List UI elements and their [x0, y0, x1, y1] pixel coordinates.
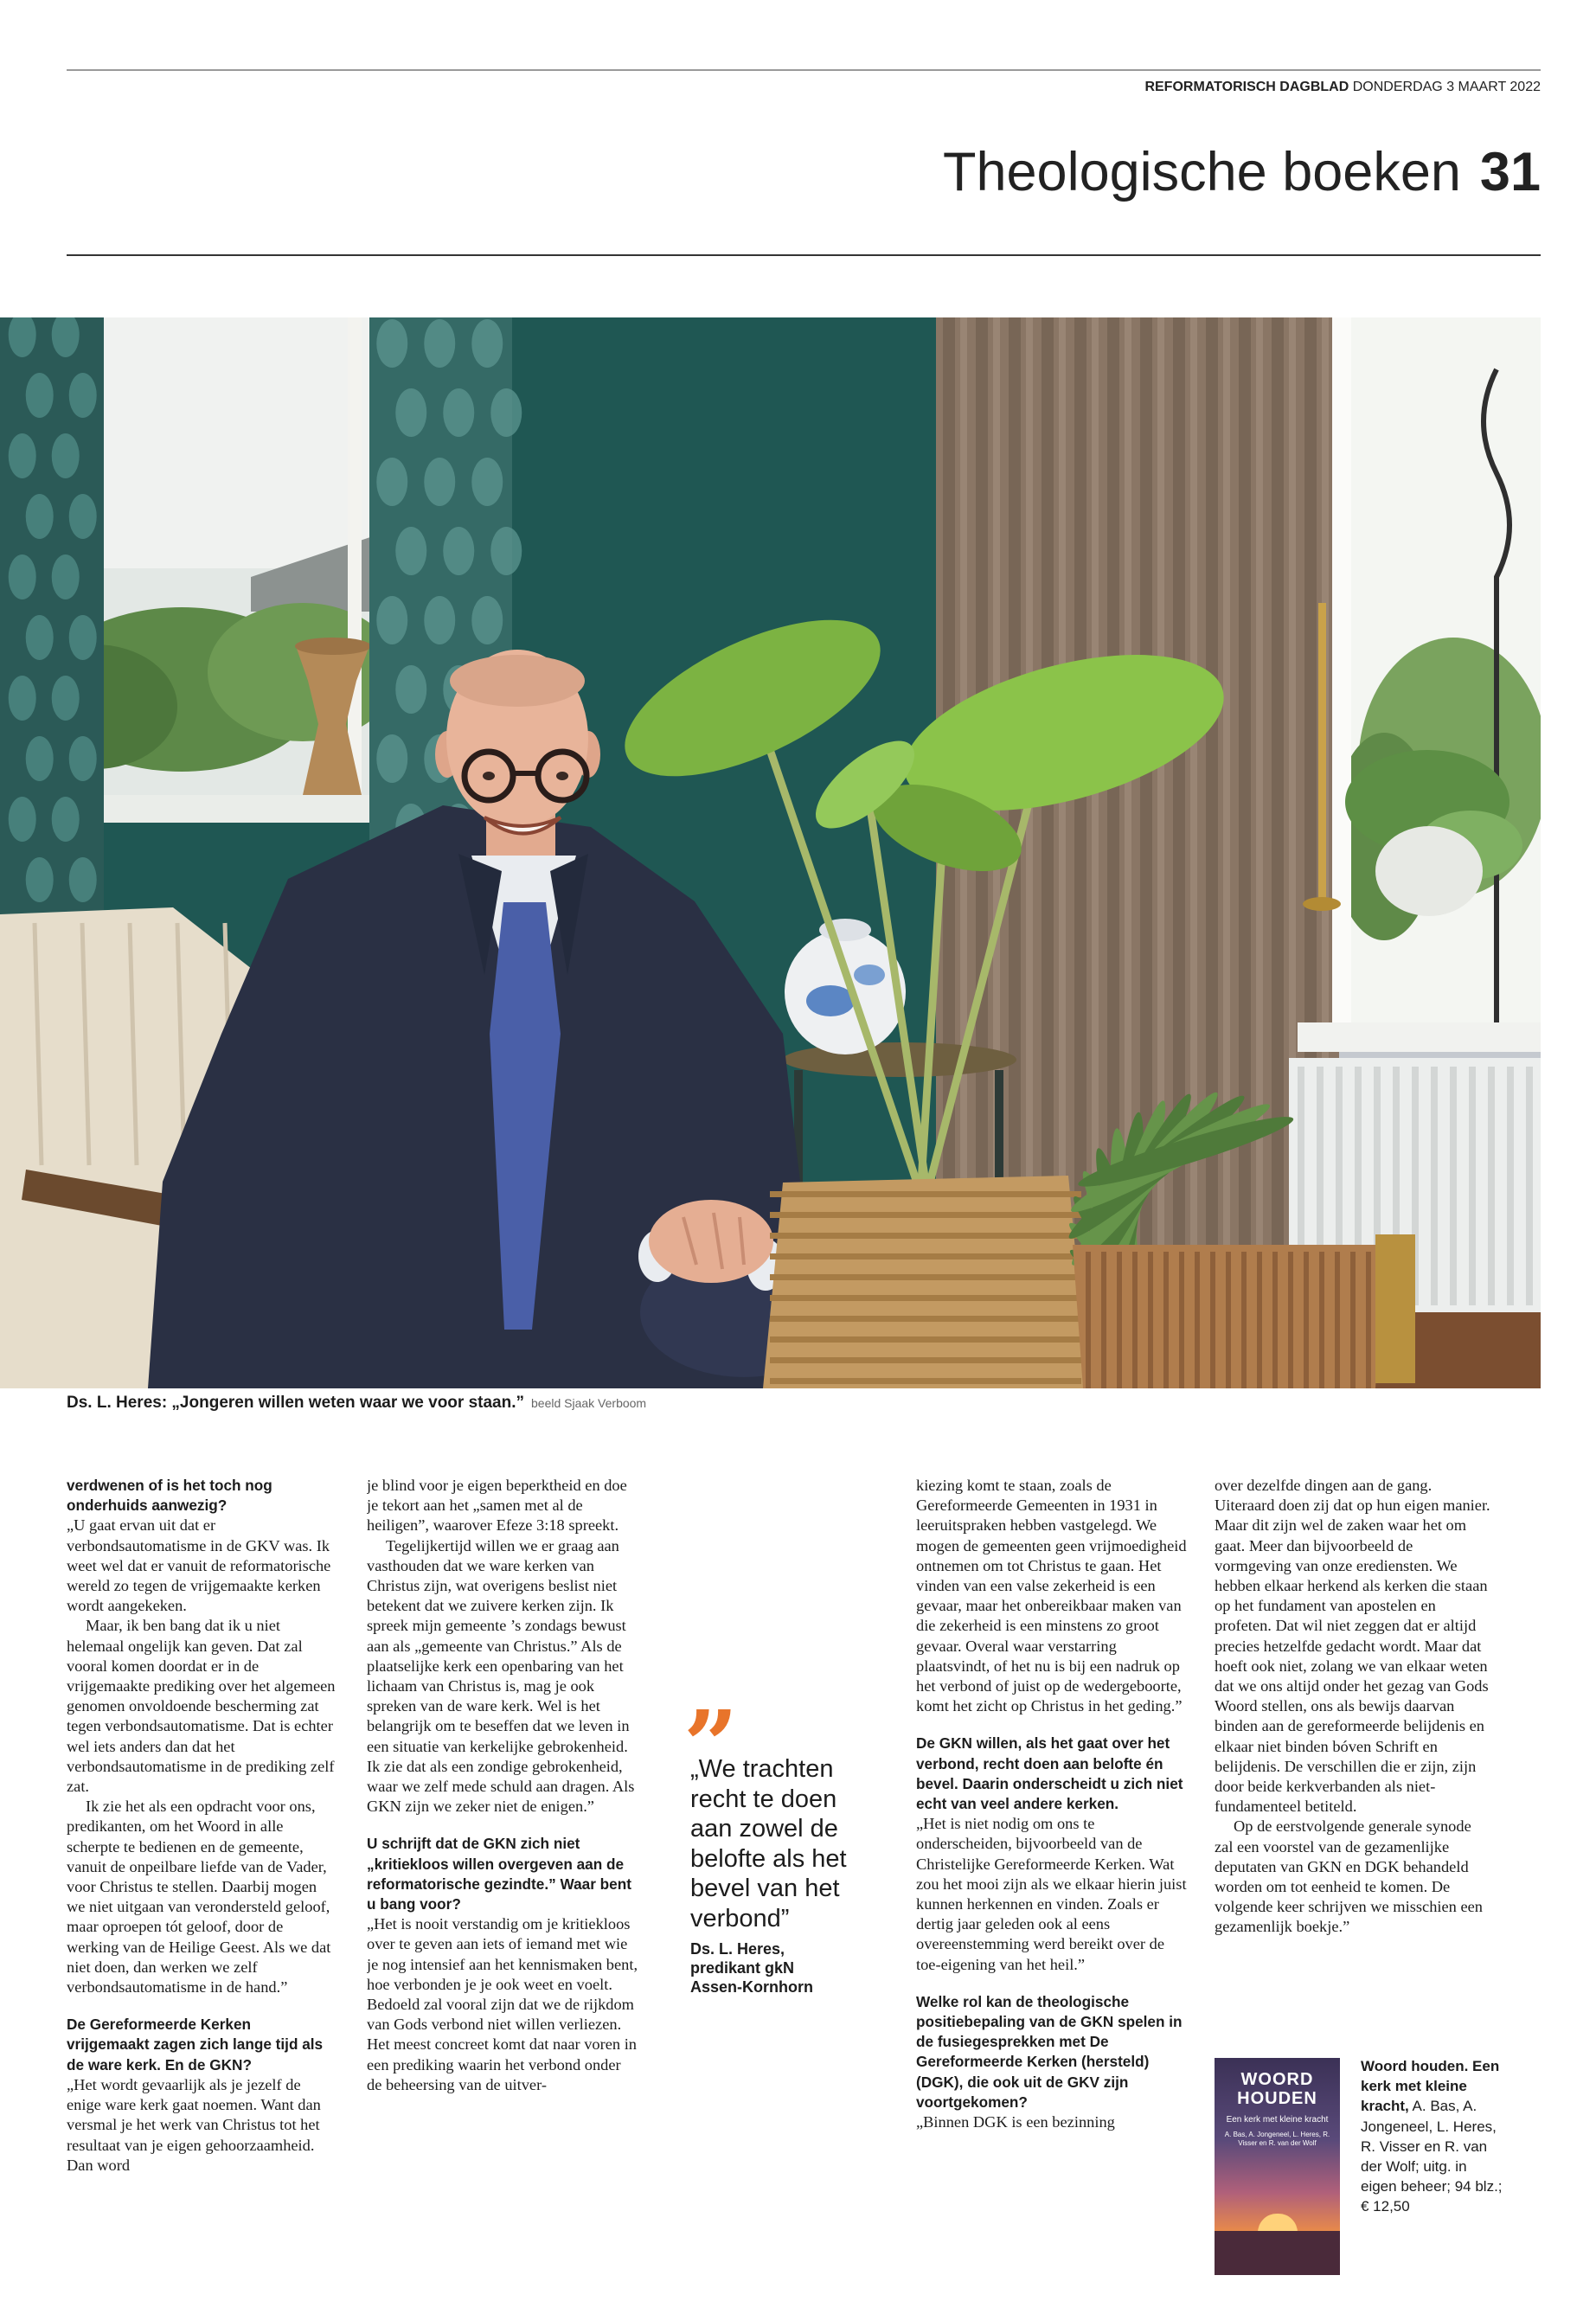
masthead [1144, 80, 1541, 95]
basket-band [770, 1316, 1081, 1322]
text-column-2 [367, 1476, 638, 2272]
planter-rib [1226, 1252, 1231, 1388]
curtain-leaf [26, 494, 54, 539]
cover-subtitle: Een kerk met kleine kracht [1226, 2115, 1329, 2125]
planter-rib [1319, 1252, 1324, 1388]
curtain-leaf [376, 319, 407, 368]
pull-quote-line: bevel van het [690, 1875, 840, 1902]
book-details: A. Bas, A. Jongeneel, L. Heres, R. Visser en R. van der Wolf; uitg. in eigen beheer; 94 blz.; € 12,50 [1361, 2098, 1503, 2215]
curtain-fold-highlight [1190, 317, 1197, 1388]
curtain-leaf [69, 857, 97, 902]
paragraph: over dezelfde dingen aan de gang. Uiteraard doen zij dat op hun eigen manier. Maar dit zijn wel de zaken waar het om gaat. Meer dan bijvoorbeeld de vormgeving van onze erediensten. We hebben elkaar herkend als kerken die staan op het fundament van apostelen en profeten. Dat wil niet zeggen dat er altijd precies hetzelfde gedacht wordt. Maar dat hoeft ook niet, zolang we van elkaar weten dat we ons altijd onder het gezag van Gods Woord stellen, ons als bewijs daarvan binden aan de gereformeerde belijdenis en elkaar niet binden bóven Schrift en belijdenis. De verschillen die er zijn, zijn door beide kerkverbanden als niet-fundamenteel betiteld. [1215, 1477, 1490, 1816]
paragraph: „Het wordt gevaarlijk als je jezelf de enige ware kerk gaat noemen. Want dan versmal je het werk van Christus tot het resultaat van je eigen gehoorzaamheid. Dan word [67, 2075, 321, 2174]
ginger-jar-pattern [854, 965, 885, 985]
attribution-line: predikant gkN [690, 1959, 795, 1977]
man-eye [556, 772, 568, 780]
curtain-fold [1206, 317, 1218, 1388]
brass-candlestick-base [1303, 897, 1341, 911]
curtain-fold-highlight [1256, 317, 1263, 1388]
curtain-leaf [9, 676, 36, 721]
curtain-leaf [26, 373, 54, 418]
curtain-leaf [490, 527, 522, 575]
curtain-leaf [69, 494, 97, 539]
publication-date: DONDERDAG 3 MAART 2022 [1352, 80, 1541, 94]
attribution-line: Assen-Kornhorn [690, 1978, 814, 1996]
curtain-leaf [376, 458, 407, 506]
curtain-leaf [395, 527, 426, 575]
book-cover [1215, 2058, 1340, 2275]
window-sill [1298, 1022, 1541, 1052]
curtain-leaf [52, 554, 80, 599]
book-info [1361, 2056, 1506, 2217]
pull-quote-line: verbond” [690, 1904, 790, 1932]
cover-sun [1258, 2214, 1298, 2233]
brass-vase [1375, 1234, 1415, 1383]
paragraph: „Binnen DGK is een bezinning [916, 2113, 1115, 2131]
curtain-fold [1272, 317, 1284, 1388]
caption-text: Ds. L. Heres: „Jongeren willen weten waar we voor staan.” [67, 1394, 524, 1412]
radiator-rib [1488, 1067, 1495, 1305]
planter-rib [1257, 1252, 1262, 1388]
curtain-fold [1173, 317, 1185, 1388]
pull-quote-attribution [690, 1939, 907, 1997]
curtain-fold [1140, 317, 1152, 1388]
curtain-fold [1239, 317, 1251, 1388]
curtain-leaf [26, 736, 54, 781]
curtain-fold-highlight [1157, 317, 1164, 1388]
page-number: 31 [1479, 142, 1541, 202]
cover-sea [1215, 2231, 1340, 2275]
man-eye [483, 772, 495, 780]
planter-rib [1350, 1252, 1356, 1388]
basket-band [770, 1378, 1081, 1384]
interview-question: verdwenen of is het toch nog onderhuids aanwezig? [67, 1477, 272, 1515]
curtain-leaf [376, 596, 407, 644]
wooden-vase-rim [295, 638, 371, 655]
curtain-leaf [490, 388, 522, 437]
planter-rib [1179, 1252, 1184, 1388]
curtain-leaf [424, 458, 455, 506]
photo-credit: beeld Sjaak Verboom [531, 1396, 647, 1410]
paragraph: Tegelijkertijd willen we er graag aan vasthouden dat we ware kerken van Christus zijn, wat overigens beslist niet betekent dat we zuivere kerken zijn. Ik spreek mijn gemeente ’s zondags bewust aan als „gemeente van Christus.” Als de plaatselijke kerk een openbaring van het lichaam van Christus is, mag je ook spreken van de ware kerk. Wel is het belangrijk om te beseffen dat we leven in een situatie van kerkelijke gebrokenheid. Ik zie dat als een zondige gebrokenheid, waar we zelf mede schuld aan dragen. Als GKN zijn we zeker niet de enigen.” [367, 1536, 635, 1816]
cover-title: HOUDEN [1237, 2089, 1317, 2108]
section-heading [942, 142, 1541, 202]
basket-band [770, 1336, 1081, 1343]
curtain-leaf [9, 554, 36, 599]
curtain-leaf [376, 734, 407, 783]
brass-candlestick [1318, 603, 1326, 901]
planter-rib [1101, 1252, 1106, 1388]
planter-rib [1195, 1252, 1200, 1388]
title-rule [67, 254, 1541, 256]
woven-basket [763, 1176, 1088, 1388]
book-title: Woord houden. Een kerk met kleine kracht, [1361, 2058, 1500, 2115]
radiator-rib [1450, 1067, 1457, 1305]
curtain-leaf [26, 615, 54, 660]
interview-question: U schrijft dat de GKN zich niet „kritiekloos willen overgeven aan de reformatorische gezindte.” Waar bent u bang voor? [367, 1835, 631, 1913]
publication-name: REFORMATORISCH DAGBLAD [1144, 80, 1349, 94]
basket-band [770, 1295, 1081, 1301]
text-column-4 [1215, 1476, 1493, 2047]
curtain-fold-highlight [1223, 317, 1230, 1388]
basket-band [770, 1233, 1081, 1239]
planter-rib [1148, 1252, 1153, 1388]
article-photo [0, 317, 1541, 1388]
pull-quote-line: recht te doen [690, 1785, 837, 1813]
top-rule [67, 69, 1541, 71]
planter-rib [1366, 1252, 1371, 1388]
pull-quote-line: „We trachten [690, 1755, 834, 1783]
text-column-1 [67, 1476, 337, 2272]
basket-band [770, 1274, 1081, 1280]
planter-rib [1335, 1252, 1340, 1388]
photo-illustration [0, 317, 1541, 1388]
curtain-leaf [52, 797, 80, 842]
curtain-leaf [9, 797, 36, 842]
paragraph: „Het is niet nodig om ons te onderscheiden, bijvoorbeeld van de Christelijke Gereformeerde Kerken. Wat zou het mooi zijn als we elkaar hierin juist kunnen herkennen en vinden. Zoals er dertig jaar geleden ook al eens overeenstemming werd bereikt over de toe-eigening van het heil.” [916, 1815, 1187, 1973]
curtain-leaf [395, 665, 426, 714]
pull-quote [690, 1754, 907, 1933]
radiator-rib [1431, 1067, 1438, 1305]
curtain-leaf [69, 736, 97, 781]
paragraph: Ik zie het als een opdracht voor ons, predikanten, om het Woord in alle scherpte te bedienen en de gemeente, vanuit de onpeilbare liefde van de Vader, voor Christus te stellen. Daarbij mogen we niet uitgaan van verondersteld geloof, maar oproepen tót geloof, door de werking van de Heilige Geest. Als we dat niet doen, dan werken we zelf verbondsautomatisme in de hand.” [67, 1798, 331, 1997]
curtain-leaf [471, 596, 503, 644]
paragraph: „Het is nooit verstandig om je kritiekloos over te geven aan iets of iemand met wie je nog intensief aan het kennismaken bent, hoe verbonden je je ook weet en voelt. Bedoeld zal vooral zijn dat we de rijkdom van Gods verbond niet willen verliezen. Het meest concreet komt dat naar voren in een prediking waarin het verbond onder de beheersing van de uitver- [367, 1915, 638, 2093]
basket-band [770, 1212, 1081, 1218]
paragraph: kiezing komt te staan, zoals de Gereformeerde Gemeenten in 1931 in leeruitspraken hebben vastgelegd. We mogen de gemeenten geen vrijmoedigheid ontnemen om tot Christus te gaan. Het vinden van een valse zekerheid is een gevaar, maar het onbereikbaar maken van die zekerheid is een minstens zo groot gevaar. Overal waar verstarring plaatsvindt, of het nu is bij een nadruk op het verbond of juist op de wedergeboorte, komt het zicht op Christus in het geding.” [916, 1477, 1187, 1715]
cover-authors: A. Bas, A. Jongeneel, L. Heres, R. Visser en R. van der Wolf [1224, 2131, 1330, 2147]
basket-band [770, 1253, 1081, 1259]
basket-band [770, 1191, 1081, 1197]
curtain-leaf [52, 433, 80, 478]
radiator-rib [1469, 1067, 1476, 1305]
man-hands [649, 1200, 773, 1283]
man-hair [450, 655, 585, 707]
curtain-leaf [471, 319, 503, 368]
curtain-leaf [443, 527, 474, 575]
planter-rib [1163, 1252, 1169, 1388]
cover-title: WOORD [1240, 2070, 1314, 2089]
planter-rib [1210, 1252, 1215, 1388]
sill-plant-pot [1375, 826, 1483, 916]
pull-quote-line: belofte als het [690, 1844, 847, 1873]
interview-question: De Gereformeerde Kerken vrijgemaakt zagen zich lange tijd als de ware kerk. En de GKN? [67, 2016, 324, 2073]
planter-rib [1241, 1252, 1247, 1388]
curtain-leaf [9, 433, 36, 478]
window-frame [348, 317, 362, 802]
curtain-leaf [424, 596, 455, 644]
ginger-jar-pattern [806, 985, 855, 1016]
radiator-rib [1507, 1067, 1514, 1305]
curtain-leaf [395, 388, 426, 437]
curtain-leaf [443, 388, 474, 437]
window-frame [1332, 317, 1351, 1035]
planter-rib [1304, 1252, 1309, 1388]
planter-rib [1117, 1252, 1122, 1388]
curtain-leaf [471, 458, 503, 506]
pull-quote-line: aan zowel de [690, 1815, 838, 1843]
curtain-leaf [69, 615, 97, 660]
curtain-leaf [69, 373, 97, 418]
radiator-rib [1526, 1067, 1533, 1305]
curtain-leaf [424, 319, 455, 368]
planter-rib [1272, 1252, 1278, 1388]
curtain-leaf [52, 676, 80, 721]
text-column-3 [916, 1476, 1189, 2272]
planter-rib [1086, 1252, 1091, 1388]
curtain-leaf [26, 857, 54, 902]
basket-band [770, 1357, 1081, 1363]
pull-quote-mark: „ [685, 1635, 740, 1747]
planter-rib [1288, 1252, 1293, 1388]
interview-question: Welke rol kan de theologische positiebepaling van de GKN spelen in de fusiegesprekken met De Gereformeerde Kerken (hersteld) (DGK), die ook uit de GKV zijn voortgekomen? [916, 1992, 1183, 2111]
section-title: Theologische boeken [942, 142, 1461, 202]
paragraph: je blind voor je eigen beperktheid en doe je tekort aan het „samen met al de heiligen”, waarover Efeze 3:18 spreekt. [367, 1477, 627, 1535]
interview-question: De GKN willen, als het gaat over het verbond, recht doen aan belofte én bevel. Daarin onderscheidt u zich niet echt van veel andere kerken. [916, 1734, 1183, 1813]
planter-rib [1132, 1252, 1138, 1388]
attribution-line: Ds. L. Heres, [690, 1940, 785, 1958]
paragraph: „U gaat ervan uit dat er verbondsautomatisme in de GKV was. Ik weet wel dat er vanuit de reformatorische wereld zo tegen de vrijgemaakte kerken wordt aangekeken. [67, 1516, 331, 1615]
paragraph: Op de eerstvolgende generale synode zal een voorstel van de gezamenlijke deputaten van GKN en DGK behandeld worden om tot eenheid te komen. De volgende keer schrijven we misschien een gezamenlijk boekje.” [1215, 1817, 1483, 1936]
paragraph: Maar, ik ben bang dat ik u niet helemaal ongelijk kan geven. Dat zal vooral komen doordat er in de vrijgemaakte prediking over het algemeen genomen onvoldoende bescherming zat tegen verbondsautomatisme. Dat is echter wel iets anders dan dat het verbondsautomatisme in de prediking zelf zat. [67, 1617, 336, 1796]
photo-caption [67, 1394, 646, 1413]
